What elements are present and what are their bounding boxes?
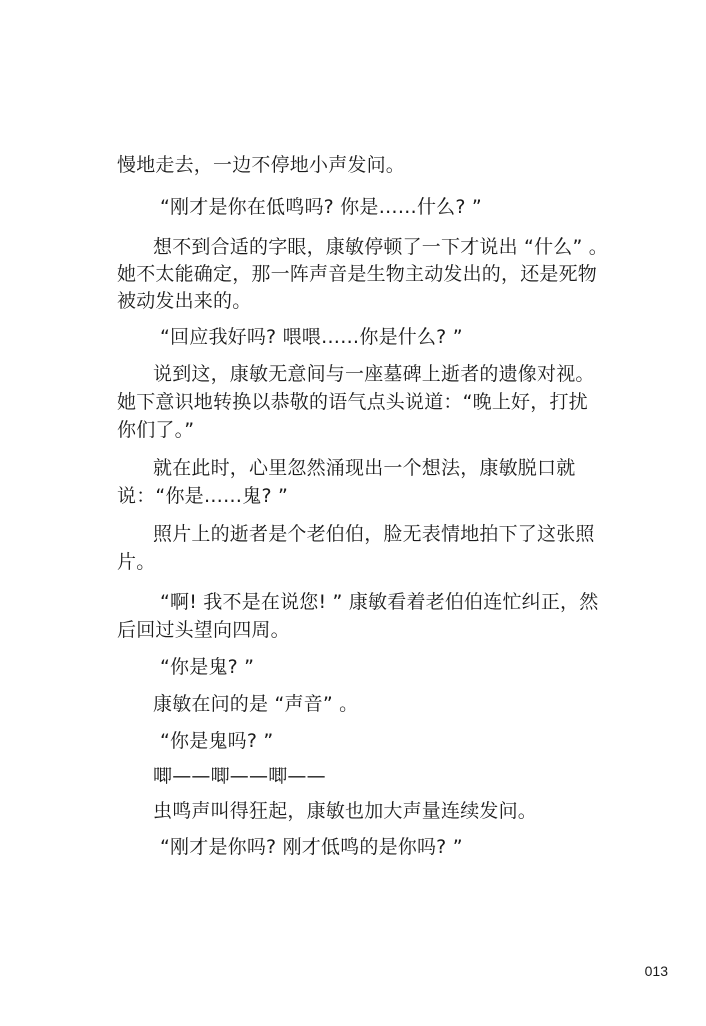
- text-line: 她不太能确定，那一阵声音是生物主动发出的，还是死物: [117, 263, 598, 285]
- text-line: 就在此时，心里忽然涌现出一个想法，康敏脱口就: [153, 457, 576, 479]
- text-line: 虫鸣声叫得狂起，康敏也加大声量连续发问。: [153, 800, 538, 822]
- text-line: 慢地走去，一边不停地小声发问。: [117, 154, 406, 176]
- text-line: 康敏在问的是 “声音” 。: [153, 693, 359, 715]
- text-line: “刚才是你在低鸣吗? 你是……什么? ”: [160, 196, 482, 218]
- text-line: 唧——唧——唧——: [153, 765, 326, 787]
- page-number: 013: [644, 963, 668, 979]
- text-line: 照片上的逝者是个老伯伯，脸无表情地拍下了这张照: [153, 523, 595, 545]
- text-line: 你们了。”: [117, 419, 195, 441]
- text-line: 想不到合适的字眼，康敏停顿了一下才说出 “什么” 。: [153, 236, 608, 258]
- text-line: 片。: [117, 551, 156, 573]
- text-line: “回应我好吗? 喂喂……你是什么? ”: [160, 326, 463, 348]
- text-line: 说：“你是……鬼? ”: [117, 485, 289, 507]
- text-line: 她下意识地转换以恭敬的语气点头说道：“晚上好，打扰: [117, 391, 588, 413]
- text-line: “啊! 我不是在说您! ” 康敏看着老伯伯连忙纠正，然: [160, 591, 599, 613]
- text-line: “你是鬼吗? ”: [160, 730, 274, 752]
- text-line: “刚才是你吗? 刚才低鸣的是你吗? ”: [160, 836, 463, 858]
- text-line: 说到这，康敏无意间与一座墓碑上逝者的遗像对视。: [153, 363, 595, 385]
- text-line: “你是鬼? ”: [160, 656, 255, 678]
- text-line: 被动发出来的。: [117, 290, 252, 312]
- text-line: 后回过头望向四周。: [117, 619, 290, 641]
